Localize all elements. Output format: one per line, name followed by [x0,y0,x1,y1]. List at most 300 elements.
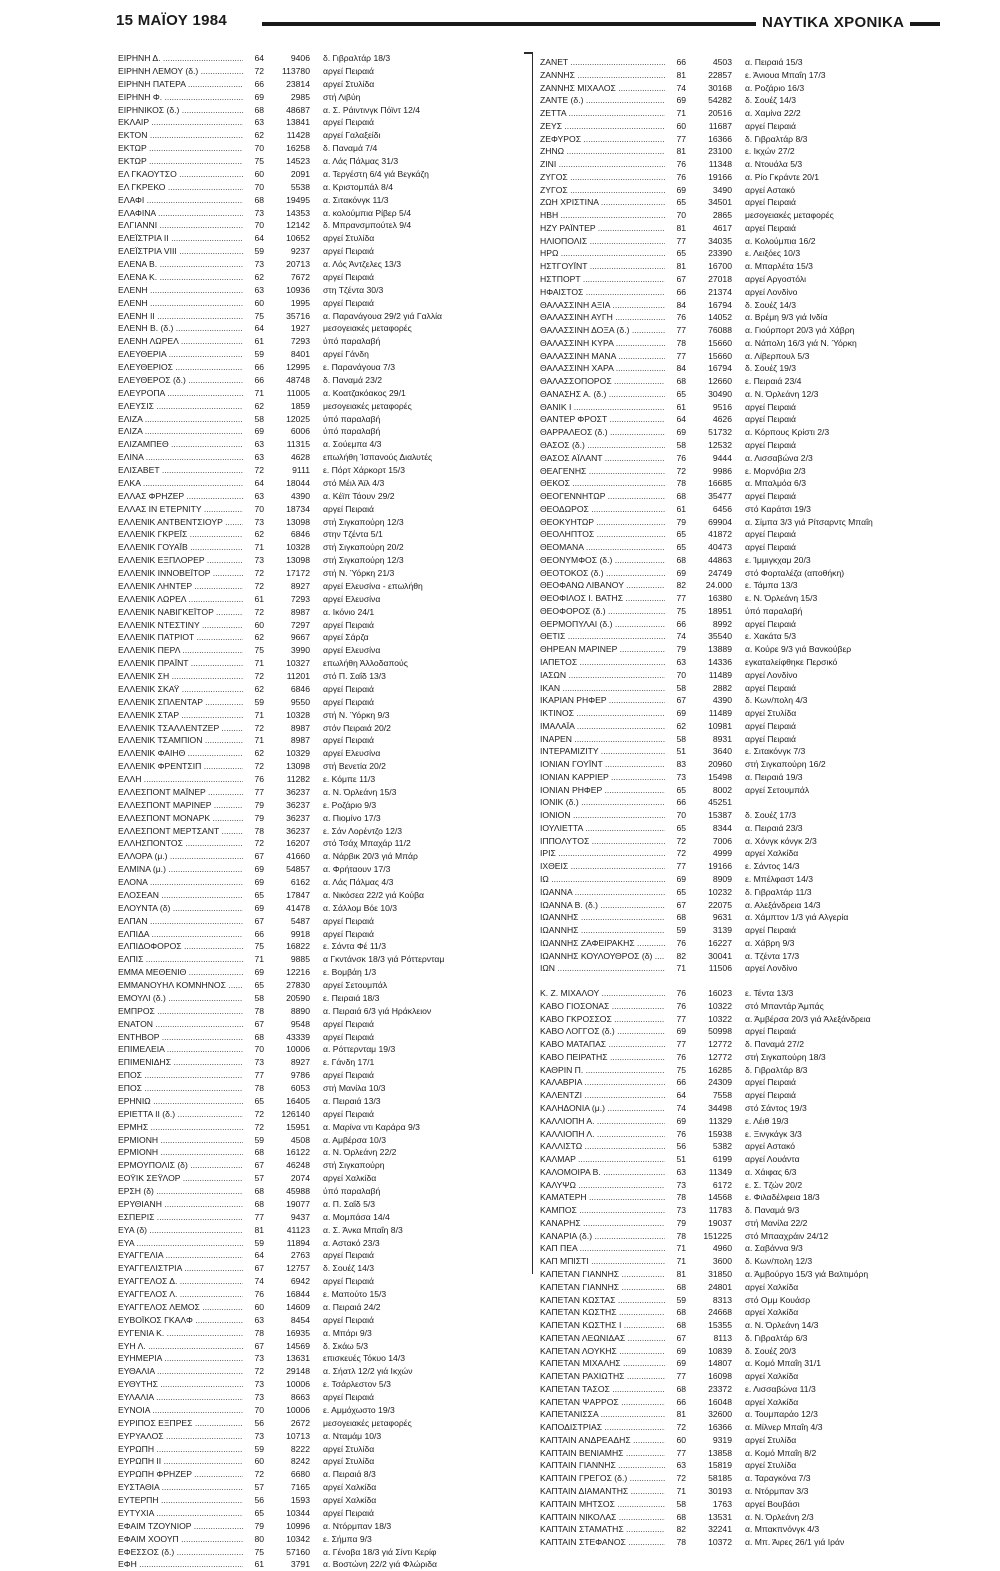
ship-name: ΘΕΟΦΟΡΟΣ (δ.) ..... [540,605,665,618]
ship-year: 72 [666,1472,686,1485]
ship-row [118,1352,503,1365]
ship-tonnage: 34035 [708,235,732,246]
ship-row [540,465,925,478]
ship-tonnage: 46248 [286,1160,310,1171]
ship-year: 73 [666,1179,686,1192]
ship-position: αργεί Πειραιά [323,117,374,128]
ship-year: 66 [666,286,686,299]
ship-name: ΗΖΥ ΡΑΪΝΤΕΡ ..... [540,222,665,235]
ship-name: ΙΩΑΝΝΗΣ ΖΑΦΕΙΡΑΚΗΣ ..... [540,937,665,950]
ship-tonnage: 4626 [712,414,732,425]
ship-name: ΕΛΛΕΝΙΚ ΠΕΡΛ ..... [118,644,243,657]
ship-row [540,1153,925,1166]
ship-name: ΕΠΟΣ ..... [118,1082,243,1095]
ship-position: α. Χάβρη 9/3 [745,937,795,948]
ship-tonnage: 10006 [286,1379,310,1390]
ship-year: 72 [244,837,264,850]
ship-year: 64 [244,52,264,65]
ship-name: ΕΥΣΤΑΘΙΑ ..... [118,1481,243,1494]
ship-year: 67 [244,915,264,928]
ship-tonnage: 10342 [286,1533,310,1544]
ship-name: ΕΚΤΩΡ ..... [118,155,243,168]
ship-year: 67 [244,1159,264,1172]
ship-tonnage: 10328 [286,709,310,720]
ship-name: ΘΕΡΜΟΠΥΛΑΙ (δ.) ..... [540,618,665,631]
ship-tonnage: 4390 [712,695,732,706]
ship-name: ΘΕΟΚΥΗΤΩΡ ..... [540,516,665,529]
ship-year: 68 [244,1198,264,1211]
ship-tonnage: 15951 [286,1121,310,1132]
ship-name: ΚΑΠΤΑΙΝ ΓΙΑΝΝΗΣ ..... [540,1459,665,1472]
ship-tonnage: 6172 [712,1179,732,1190]
ship-row [118,297,503,310]
ship-year: 68 [666,554,686,567]
ship-year: 74 [666,630,686,643]
ship-tonnage: 4960 [712,1243,732,1254]
ship-position: αργεί Στυλίδα [323,1443,375,1454]
ship-row [118,1327,503,1340]
ship-position: αργεί Πειραιά [323,1070,374,1081]
ship-name: ΕΠΙΜΕΛΕΙΑ ..... [118,1043,243,1056]
ship-row [540,413,925,426]
ship-name: ΕΙΡΗΝΗ Φ. ..... [118,91,243,104]
ship-row [540,1038,925,1051]
ship-year: 58 [666,733,686,746]
ship-name: ΚΑΠΕΤΑΝ ΚΩΣΤΗΣ Ι ..... [540,1319,665,1332]
ship-row [540,1191,925,1204]
ship-tonnage: 19495 [286,194,310,205]
ship-name: ΚΑΠΕΤΑΝ ΛΟΥΚΗΣ ..... [540,1345,665,1358]
ship-year: 70 [666,809,686,822]
ship-year: 60 [666,120,686,133]
ship-position: α. Λός Άντζελες 13/3 [323,259,401,269]
ship-name: ΙΟΝΙΟΝ ..... [540,809,665,822]
ship-year: 59 [666,924,686,937]
ship-year: 76 [666,158,686,171]
ship-name: ΕΛΠΙΣ ..... [118,953,243,966]
ship-name: ΚΑΠΕΤΑΝΙΣΣΑ ..... [540,1408,665,1421]
ship-year: 77 [244,1211,264,1224]
ship-year: 70 [244,181,264,194]
ship-year: 77 [666,133,686,146]
ship-year: 65 [244,1507,264,1520]
ship-row [540,1396,925,1409]
ship-position: α. Γένοβα 18/3 γιά Σίντι Κερίφ [323,1546,437,1557]
ship-position: α. Κομό Μπαΐη 8/2 [745,1447,817,1458]
ship-position: α. Ν. Όρλεάνη 14/3 [745,1320,819,1331]
ship-year: 64 [244,477,264,490]
ship-year: 78 [666,477,686,490]
ship-tonnage: 5382 [712,1141,732,1152]
ship-tonnage: 3640 [712,746,732,757]
ship-position: α. Κολούμπια 16/2 [745,235,816,246]
ship-row [118,232,503,245]
ship-name: ΕΛΕΥΡΟΠΑ ..... [118,387,243,400]
left-ship-list [118,52,503,1571]
ship-year: 69 [666,94,686,107]
ship-year: 79 [666,516,686,529]
ship-position: αργεί Σάρζα [323,632,369,643]
ship-year: 62 [244,683,264,696]
ship-position: αργεί Πειραιά [323,735,374,746]
ship-year: 72 [666,835,686,848]
ship-name: ΚΑΠΤΑΙΝ ΣΤΑΜΑΤΗΣ ..... [540,1523,665,1536]
ship-year: 60 [244,297,264,310]
ship-row [540,1242,925,1255]
ship-name: ΚΑΜΠΟΣ ..... [540,1204,665,1217]
ship-position: ε. Λέιθ 19/3 [745,1115,789,1126]
ship-position: α. Ντόρμπαν 18/3 [323,1520,392,1531]
ship-row [540,299,925,312]
ship-position: ε. Αμμόχωστο 19/3 [323,1404,395,1415]
ship-row [118,1249,503,1262]
ship-tonnage: 23390 [708,248,732,259]
ship-year: 70 [244,1404,264,1417]
ship-row [118,1172,503,1185]
ship-year: 58 [666,1498,686,1511]
ship-year: 81 [244,1224,264,1237]
ship-name: ΕΛΛΕΣΠΟΝΤ ΜΕΡΤΣΑΝΤ ..... [118,825,243,838]
ship-position: ε. Κόμπε 11/3 [323,774,376,784]
ship-name: ΕΥΤΕΡΠΗ ..... [118,1494,243,1507]
ship-year: 69 [666,184,686,197]
ship-name: ΘΕΟΦΑΝΩ ΛΙΒΑΝΟΥ ..... [540,579,665,592]
ship-row [118,438,503,451]
ship-name: ΙΩΑΝΝΗΣ ..... [540,924,665,937]
ship-tonnage: 11489 [708,669,732,680]
ship-year: 69 [244,863,264,876]
ship-name: ΚΑΠΤΑΙΝ ΣΤΕΦΑΝΟΣ ..... [540,1536,665,1549]
ship-row [118,65,503,78]
ship-position: αργεί Πειραιά [323,619,374,630]
ship-name: ΕΥΛΑΛΙΑ ..... [118,1391,243,1404]
ship-tonnage: 3139 [712,925,732,936]
ship-tonnage: 24801 [708,1281,732,1292]
ship-year: 72 [666,465,686,478]
ship-position: δ. Παναμά 9/3 [745,1205,800,1216]
ship-position: α. Κοατζακόακος 29/1 [323,387,406,398]
ship-row [118,116,503,129]
ship-year: 56 [244,1494,264,1507]
ship-year: 63 [666,1459,686,1472]
ship-year: 69 [244,966,264,979]
ship-year: 75 [244,155,264,168]
ship-position: αργεί Πειραιά [745,542,796,553]
ship-year: 73 [244,258,264,271]
ship-position: α. Μπ. Άιρες 26/1 γιά Ιράν [745,1537,845,1548]
ship-year: 68 [666,1306,686,1319]
ship-row [540,1319,925,1332]
ship-tonnage: 8401 [290,349,310,360]
ship-position: α. Πειραιά 8/3 [323,1469,376,1480]
ship-row [540,886,925,899]
ship-row [118,747,503,760]
ship-name: ΕΛΛΕΝΙΚ ΕΞΠΛΟΡΕΡ ..... [118,554,243,567]
publication-title: ΝΑΥΤΙΚΑ ΧΡΟΝΙΚΑ [762,14,905,31]
ship-position: αργεί Πειραιά [323,271,374,282]
ship-year: 77 [666,235,686,248]
ship-tonnage: 27830 [286,980,310,990]
ship-year: 66 [666,618,686,631]
ship-tonnage: 35716 [286,310,310,321]
ship-name: ΖΕΥΣ ..... [540,120,665,133]
ship-row [118,503,503,516]
ship-position: αργεί Πειραιά [323,1507,374,1518]
ship-year: 72 [244,1121,264,1134]
ship-year: 62 [244,129,264,142]
ship-year: 65 [666,784,686,797]
ship-tonnage: 36237 [286,812,310,823]
ship-year: 81 [666,69,686,82]
ship-name: ΚΑΛΥΨΩ ..... [540,1179,665,1192]
ship-row [118,644,503,657]
ship-name: ΕΦΕΣΣΟΣ (δ.) ..... [118,1546,243,1559]
ship-position: ε. Λισσαβώνα 11/3 [745,1383,816,1394]
ship-position: α. Ντουάλα 5/3 [745,159,803,170]
ship-year: 58 [666,439,686,452]
ship-year: 65 [666,886,686,899]
ship-tonnage: 12660 [708,376,732,387]
ship-name: ΕΝΑΤΟΝ ..... [118,1018,243,1031]
ship-tonnage: 126140 [281,1108,310,1119]
ship-tonnage: 16098 [708,1371,732,1382]
ship-row [540,528,925,541]
ship-tonnage: 43339 [286,1031,310,1042]
ship-row [118,155,503,168]
ship-position: στό Φορταλέζα (αποθήκη) [745,567,845,578]
ship-row [118,657,503,670]
ship-row [540,260,925,273]
ship-name: ΘΕΚΟΣ ..... [540,477,665,490]
ship-year: 77 [666,860,686,873]
ship-name: ΕΥΡΩΠΗ ΦΡΗΖΕΡ ..... [118,1468,243,1481]
ship-year: 69 [666,1025,686,1038]
ship-position: αργεί Αστακό [745,184,796,195]
ship-tonnage: 9986 [712,465,732,476]
ship-tonnage: 41872 [708,529,732,540]
ship-row [118,1069,503,1082]
ship-row [540,1089,925,1102]
ship-position: ε. Παρανάγουα 7/3 [323,362,395,372]
ship-position: αργεί Πειραιά [745,618,796,629]
ship-position: αργεί Πειραιά [323,915,374,926]
ship-position: ε. Μορνόβια 2/3 [745,465,806,476]
ship-year: 65 [666,822,686,835]
ship-tonnage: 24.000 [705,580,732,591]
ship-year: 65 [666,196,686,209]
ship-row [118,129,503,142]
ship-position: α. Πειραιά 19/3 [745,771,803,782]
ship-row [118,1378,503,1391]
ship-row [540,1485,925,1498]
ship-row [540,924,925,937]
ship-row [540,490,925,503]
ship-row [540,247,925,260]
ship-row [118,168,503,181]
ship-year: 64 [244,1249,264,1262]
ship-name: ΚΑΛΑΒΡΙΑ ..... [540,1076,665,1089]
ship-tonnage: 20713 [286,259,310,269]
ship-name: ΕΜΜΑ ΜΕΘΕΝΙΘ ..... [118,966,243,979]
ship-name: ΕΙΡΗΝΗ Δ. ..... [118,52,243,65]
ship-name: ΚΑΛΛΙΣΤΩ ..... [540,1140,665,1153]
ship-tonnage: 2985 [290,91,310,102]
ship-name: ΕΛΛΕΝΙΚ ΦΡΕΝΤΣΙΠ ..... [118,760,243,773]
ship-row [540,554,925,567]
ship-name: ΕΛΛΕΝΙΚ ΣΚΑΫ ..... [118,683,243,696]
ship-year: 84 [666,299,686,312]
ship-tonnage: 11282 [286,774,310,784]
ship-name: ΘΕΟΜΑΝΑ ..... [540,541,665,554]
ship-position: αργεί Πειραιά [323,696,374,707]
ship-tonnage: 3600 [712,1256,732,1267]
ship-year: 76 [244,773,264,786]
ship-name: ΕΥΑ ..... [118,1237,243,1250]
ship-year: 74 [666,82,686,95]
ship-year: 63 [666,656,686,669]
ship-tonnage: 9885 [290,954,310,965]
ship-year: 71 [666,107,686,120]
ship-name: ΕΛΙΣΑΒΕΤ ..... [118,464,243,477]
ship-year: 66 [244,928,264,941]
ship-tonnage: 10996 [286,1520,310,1531]
ship-position: αργεί Λονδίνο [745,963,798,974]
ship-row [118,1558,503,1571]
ship-position: αργεί Χαλκίδα [745,1281,799,1292]
ship-year: 71 [666,1255,686,1268]
ship-position: ύπό παραλαβή [323,413,381,424]
ship-row [118,992,503,1005]
ship-row [118,516,503,529]
ship-year: 72 [244,567,264,580]
ship-tonnage: 16794 [708,299,732,310]
ship-position: ε. Σιτακόνγκ 7/3 [745,746,806,757]
ship-position: ε. Λειξόες 10/3 [745,248,801,259]
ship-tonnage: 41660 [286,851,310,862]
ship-name: ΕΛΕΝΑ Κ. ..... [118,271,243,284]
ship-year: 59 [244,1237,264,1250]
ship-tonnage: 21374 [708,286,732,297]
ship-name: ΚΑΒΟ ΓΙΟΣΟΝΑΣ ..... [540,1000,665,1013]
ship-tonnage: 16844 [286,1289,310,1299]
ship-name: ΕΛΛΕΝΙΚ ΝΤΕΣΤΙΝΥ ..... [118,619,243,632]
ship-tonnage: 6846 [290,529,310,540]
ship-position: στή Σιγκαπούρη [323,1160,385,1171]
ship-year: 62 [244,400,264,413]
ship-row [540,1013,925,1026]
ship-tonnage: 4628 [290,452,310,463]
ship-position: εγκαταλείφθηκε Περσικό [745,656,838,667]
ship-name: Κ. Ζ. ΜΙΧΑΛΟΥ ..... [540,987,665,1000]
ship-row [540,1025,925,1038]
ship-year: 60 [244,168,264,181]
ship-name: ΙΑΣΩΝ ..... [540,669,665,682]
ship-name: ΚΑΒΟ ΛΟΓΓΟΣ (δ.) ..... [540,1025,665,1038]
ship-row [540,822,925,835]
ship-tonnage: 16405 [286,1095,310,1106]
ship-year: 72 [666,847,686,860]
ship-year: 66 [666,796,686,809]
ship-year: 71 [244,734,264,747]
ship-name: ΖΑΝΝΗΣ ..... [540,69,665,82]
ship-tonnage: 6006 [290,426,310,437]
ship-row [540,337,925,350]
ship-year: 62 [244,631,264,644]
ship-name: ΕΡΗΝΙΩ ..... [118,1095,243,1108]
ship-year: 81 [666,222,686,235]
ship-position: επωλήθη Άλλοδαπούς [323,658,408,669]
ship-name: ΕΛΠΙΔΟΦΟΡΟΣ ..... [118,940,243,953]
ship-name: ΕΥΡΩΠΗ ΙΙ ..... [118,1455,243,1468]
ship-year: 79 [666,643,686,656]
ship-position: αργεί Λονδίνο [745,669,798,680]
ship-row [118,1211,503,1224]
ship-tonnage: 23100 [708,146,732,157]
ship-tonnage: 14569 [286,1340,310,1351]
ship-tonnage: 45988 [286,1186,310,1196]
ship-name: ΖΩΗ ΧΡΙΣΤΙΝΑ ..... [540,196,665,209]
ship-row [540,618,925,631]
ship-tonnage: 9918 [290,928,310,939]
ship-year: 82 [666,1523,686,1536]
ship-position: α. Αστακό 23/3 [323,1237,380,1248]
ship-tonnage: 12772 [708,1051,732,1062]
ship-position: αργεί Πειραιά [323,246,374,257]
ship-name: ΕΛΕΥΘΕΡΙΟΣ ..... [118,361,243,374]
ship-year: 66 [244,374,264,387]
ship-position: αργεί Χαλκίδα [745,1371,799,1382]
ship-tonnage: 16048 [708,1396,732,1407]
ship-tonnage: 2091 [290,168,310,179]
ship-name: ΘΑΛΑΣΣΙΝΗ ΑΥΓΗ ..... [540,311,665,324]
ship-tonnage: 24668 [708,1307,732,1318]
ship-position: α. Ν. Όρλεάνη 12/3 [745,388,819,399]
ship-position: δ. Γιβραλτάρ 8/3 [745,133,808,144]
ship-row [118,889,503,902]
ship-row [540,1434,925,1447]
ship-row [118,850,503,863]
ship-row [118,271,503,284]
ship-name: ΕΛΕΝΑ Β. ..... [118,258,243,271]
ship-tonnage: 1927 [290,323,310,334]
ship-tonnage: 8931 [712,733,732,744]
ship-position: μεσογειακές μεταφορές [745,210,834,221]
ship-name: ΕΛΑΦΙ ..... [118,194,243,207]
ship-row [540,388,925,401]
header-rule [262,22,756,26]
ship-name: ΕΥΒΟΪΚΟΣ ΓΚΑΛΦ ..... [118,1314,243,1327]
ship-tonnage: 10936 [286,284,310,295]
ship-row [118,1391,503,1404]
ship-tonnage: 2074 [290,1173,310,1184]
ship-year: 67 [666,1332,686,1345]
ship-tonnage: 10652 [286,233,310,244]
ship-tonnage: 22075 [708,899,732,910]
ship-year: 67 [244,1018,264,1031]
ship-tonnage: 8242 [290,1456,310,1467]
ship-tonnage: 15660 [708,337,732,348]
ship-position: αργεί Ελευσίνα - επωλήθη [323,580,423,591]
ship-row [118,1468,503,1481]
ship-position: αργεί Πειραιά [745,401,796,412]
ship-name: ΕΛΠΙΔΑ ..... [118,928,243,941]
ship-tonnage: 19166 [708,861,732,872]
ship-position: αργεί Πειραιά [323,928,374,939]
ship-name: ΗΦΑΙΣΤΟΣ ..... [540,286,665,299]
ship-year: 57 [244,1172,264,1185]
ship-position: αργεί Πειραιά [745,682,796,693]
ship-name: ΕΛΛΕΣΠΟΝΤ ΜΑΪΝΕΡ ..... [118,786,243,799]
